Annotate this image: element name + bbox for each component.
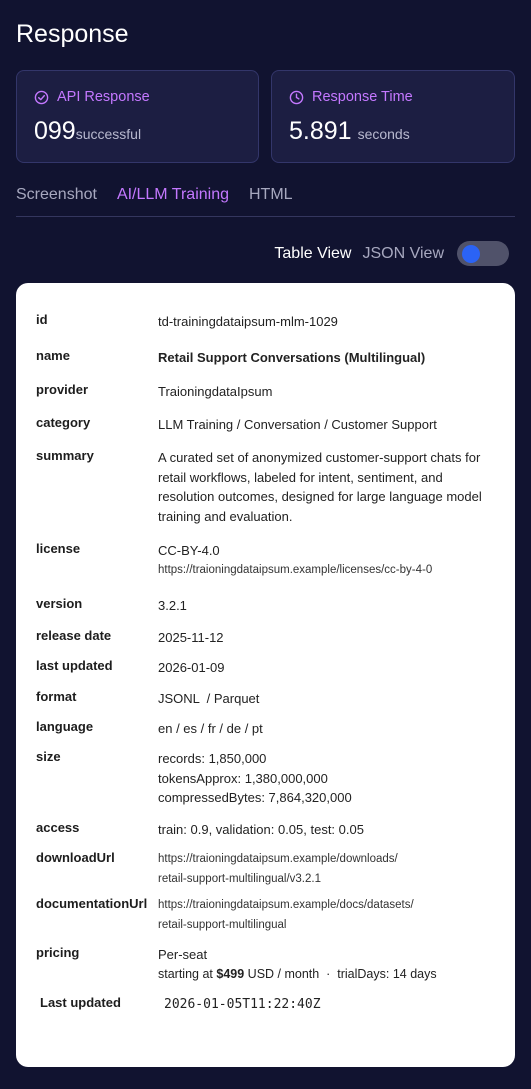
row-key: release date (36, 628, 112, 643)
json-view-option[interactable]: JSON View (362, 244, 444, 262)
tab-ai-llm-training[interactable]: AI/LLM Training (116, 186, 229, 203)
api-response-label: API Response (57, 89, 150, 105)
size-tokens-value: 1,380,000,000 (244, 770, 328, 786)
record-table (16, 283, 515, 1067)
row-key: Last updated (40, 995, 121, 1010)
response-time-label: Response Time (312, 89, 413, 105)
check-circle-icon (34, 90, 49, 105)
license-url-link[interactable]: https://traioningdataipsum.example/licenses/cc-by-4-0 (158, 563, 433, 576)
row-key: downloadUrl (36, 850, 115, 865)
row-key: language (36, 719, 94, 734)
row-key: category (36, 415, 91, 430)
row-value-group (158, 749, 503, 808)
api-response-unit: successful (75, 126, 142, 142)
tab-html[interactable]: HTML (249, 186, 293, 203)
response-time-card (271, 70, 515, 163)
download-url-link-line1[interactable]: https://traioningdataipsum.example/downloads/ (158, 853, 398, 865)
response-time-value-group (289, 117, 410, 146)
row-value: A curated set of anonymized customer-support chats for retail workflows, labeled for intent, sentiment, and resolution outcomes, designed for large language model training and evaluation. (158, 450, 482, 524)
size-records-label: records: (158, 751, 209, 766)
pricing-price: $499 (216, 966, 245, 981)
row-key: version (36, 596, 83, 611)
row-value: train: 0.9, validation: 0.05, test: 0.05 (158, 822, 364, 837)
row-key: format (36, 689, 77, 704)
size-compressed-value: 7,864,320,000 (268, 790, 352, 805)
row-value-group (158, 945, 503, 984)
documentation-url-link-line1[interactable]: https://traioningdataipsum.example/docs/datasets/ (158, 899, 414, 911)
row-value-group (158, 850, 503, 889)
row-key: license (36, 541, 81, 556)
row-value: 3.2.1 (158, 598, 187, 613)
view-toggle-switch[interactable] (457, 241, 509, 266)
api-response-label-group (34, 89, 150, 105)
size-tokens-label: tokensApprox: (158, 770, 245, 786)
size-records-value: 1,850,000 (208, 751, 267, 766)
response-time-label-group (289, 89, 413, 105)
page-title: Response (16, 20, 129, 48)
row-key: summary (36, 448, 94, 463)
row-value: Retail Support Conversations (Multilingual) (158, 350, 426, 365)
row-value-group (158, 541, 503, 580)
size-compressed-label: compressedBytes: (158, 790, 269, 805)
size-records (158, 749, 503, 769)
row-key: last updated (36, 658, 113, 673)
tab-bar (16, 186, 515, 217)
row-value-group (158, 896, 503, 935)
row-value: LLM Training / Conversation / Customer Support (158, 417, 437, 432)
size-tokens (158, 769, 503, 789)
row-key: size (36, 749, 61, 764)
row-key: provider (36, 382, 89, 397)
size-compressed (158, 788, 503, 808)
row-value: en / es / fr / de / pt (158, 721, 263, 736)
license-value: CC-BY-4.0 (158, 543, 220, 558)
pricing-prefix: starting at (158, 966, 217, 981)
toggle-knob (462, 245, 480, 263)
tab-screenshot[interactable]: Screenshot (16, 186, 97, 203)
documentation-url-link-line2[interactable]: retail-support-multilingual (158, 918, 287, 931)
pricing-model: Per-seat (158, 947, 208, 962)
row-value: 2026-01-05T11:22:40Z (164, 997, 321, 1012)
row-value: JSONL / Parquet (158, 691, 260, 706)
row-value: 2026-01-09 (158, 660, 225, 675)
row-value: td-trainingdataipsum-mlm-1029 (158, 314, 338, 329)
response-time-unit: seconds (357, 126, 410, 142)
pricing-details (158, 965, 503, 985)
download-url-link-line2[interactable]: retail-support-multilingual/v3.2.1 (158, 872, 321, 885)
row-key: access (36, 820, 80, 835)
view-toggle (274, 241, 509, 266)
pricing-suffix: USD / month · trialDays: 14 days (244, 966, 437, 981)
row-key: documentationUrl (36, 896, 148, 911)
row-key: id (36, 312, 48, 327)
row-value: 2025-11-12 (158, 630, 224, 645)
api-response-value: 099 (34, 117, 76, 145)
api-response-value-group (34, 117, 141, 146)
row-key: name (36, 348, 70, 363)
response-time-value: 5.891 (289, 117, 352, 145)
api-response-card (16, 70, 259, 163)
row-key: pricing (36, 945, 80, 960)
row-value: TraioningdataIpsum (158, 384, 273, 399)
clock-icon (289, 90, 304, 105)
table-view-option[interactable]: Table View (274, 244, 352, 262)
